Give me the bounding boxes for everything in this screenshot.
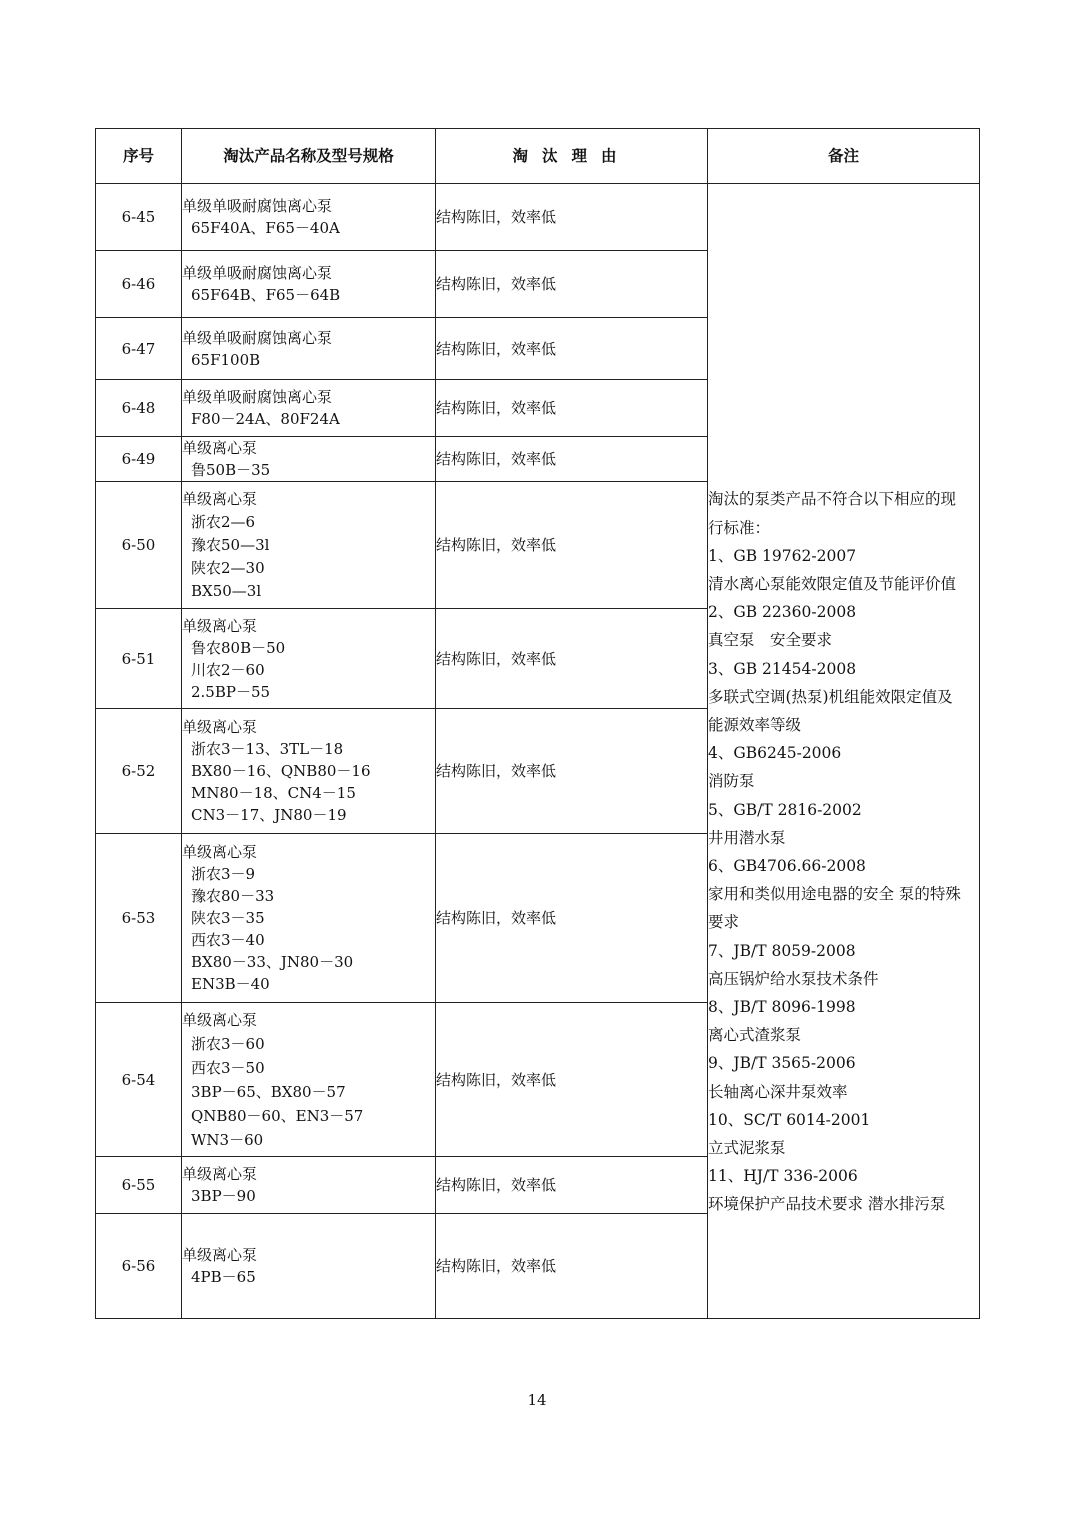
remark-line: 多联式空调(热泵)机组能效限定值及 (708, 687, 953, 706)
row-number: 6-54 (96, 1003, 182, 1157)
remarks-cell (708, 184, 980, 1319)
product-model: 陕农2—30 (191, 558, 265, 577)
elimination-reason: 结构陈旧，效率低 (436, 251, 708, 318)
elimination-reason: 结构陈旧，效率低 (436, 380, 708, 437)
product-name-cell (182, 482, 436, 609)
remark-line: 长轴离心深井泵效率 (708, 1082, 848, 1101)
product-name-cell (182, 437, 436, 482)
remark-line: 离心式渣浆泵 (708, 1026, 802, 1045)
remark-line: 行标准： (708, 518, 771, 537)
product-model: 3BP－90 (191, 1187, 256, 1205)
product-name: 单级离心泵 (182, 489, 258, 508)
product-model: 65F100B (191, 350, 261, 369)
product-name: 单级离心泵 (182, 843, 258, 861)
remark-line: 淘汰的泵类产品不符合以下相应的现 (708, 490, 957, 509)
product-model: 鲁农80B－50 (191, 638, 286, 657)
product-model: 4PB－65 (191, 1268, 256, 1286)
product-name: 单级离心泵 (182, 616, 258, 635)
remark-line: 6、GB4706.66-2008 (708, 857, 866, 875)
product-name-cell (182, 1214, 436, 1319)
table-header-row (96, 129, 980, 184)
page-number: 14 (527, 1391, 547, 1409)
product-model: WN3－60 (191, 1130, 264, 1149)
product-model: CN3－17、JN80－19 (191, 806, 347, 824)
remark-line: 5、GB/T 2816-2002 (708, 800, 862, 819)
remark-line: 消防泵 (708, 772, 755, 791)
remark-line: 1、GB 19762-2007 (708, 546, 857, 565)
remark-line: 4、GB6245-2006 (708, 744, 842, 763)
elimination-reason: 结构陈旧，效率低 (436, 318, 708, 380)
product-name-cell (182, 318, 436, 380)
product-model: 川农2－60 (191, 660, 265, 679)
remark-line: 清水离心泵能效限定值及节能评价值 (708, 574, 957, 593)
product-model: 鲁50B－35 (191, 461, 271, 479)
header-elimination-reason: 淘汰理由 (436, 129, 708, 184)
row-number: 6-51 (96, 609, 182, 709)
remark-line: 要求 (708, 913, 740, 932)
product-model: EN3B－40 (191, 975, 270, 993)
product-name: 单级单吸耐腐蚀离心泵 (182, 197, 333, 215)
header-product-name: 淘汰产品名称及型号规格 (182, 129, 436, 184)
row-number: 6-53 (96, 834, 182, 1003)
remark-line: 3、GB 21454-2008 (708, 659, 857, 678)
row-number: 6-45 (96, 184, 182, 251)
product-model: 浙农3－13、3TL－18 (191, 740, 344, 758)
remark-line: 9、JB/T 3565-2006 (708, 1054, 856, 1073)
remark-line: 10、SC/T 6014-2001 (708, 1110, 871, 1129)
row-number: 6-47 (96, 318, 182, 380)
elimination-reason: 结构陈旧，效率低 (436, 834, 708, 1003)
elimination-reason: 结构陈旧，效率低 (436, 184, 708, 251)
eliminated-products-table (95, 128, 980, 1319)
product-model: 65F40A、F65－40A (191, 219, 340, 237)
product-model: BX80－33、JN80－30 (191, 953, 354, 971)
product-model: 65F64B、F65－64B (191, 286, 341, 304)
product-model: 浙农3－9 (191, 865, 256, 883)
remark-line: 7、JB/T 8059-2008 (708, 941, 856, 960)
product-model: QNB80－60、EN3－57 (191, 1106, 364, 1125)
remark-line: 家用和类似用途电器的安全 泵的特殊 (708, 885, 961, 904)
product-model: 西农3－50 (191, 1058, 265, 1077)
product-name: 单级单吸耐腐蚀离心泵 (182, 328, 333, 347)
product-name: 单级离心泵 (182, 1010, 258, 1029)
product-model: 陕农3－35 (191, 909, 265, 927)
row-number: 6-50 (96, 482, 182, 609)
product-model: 豫农80－33 (191, 887, 275, 905)
product-name-cell (182, 834, 436, 1003)
remark-line: 井用潜水泵 (708, 828, 786, 847)
product-name-cell (182, 251, 436, 318)
remark-line: 立式泥浆泵 (708, 1139, 786, 1158)
elimination-reason: 结构陈旧，效率低 (436, 1157, 708, 1214)
product-name: 单级离心泵 (182, 439, 258, 457)
remark-line: 8、JB/T 8096-1998 (708, 998, 856, 1017)
product-name-cell (182, 709, 436, 834)
product-model: F80－24A、80F24A (191, 410, 340, 428)
product-name-cell (182, 1003, 436, 1157)
remark-line: 能源效率等级 (708, 715, 802, 734)
product-name: 单级离心泵 (182, 718, 258, 736)
product-name: 单级单吸耐腐蚀离心泵 (182, 264, 333, 282)
remark-line: 环境保护产品技术要求 潜水排污泵 (708, 1195, 946, 1214)
product-model: 浙农3－60 (191, 1034, 265, 1053)
product-model: 3BP－65、BX80－57 (191, 1082, 346, 1101)
row-number: 6-52 (96, 709, 182, 834)
product-model: 西农3－40 (191, 931, 265, 949)
product-name: 单级离心泵 (182, 1246, 258, 1264)
product-name-cell (182, 609, 436, 709)
row-number: 6-48 (96, 380, 182, 437)
row-number: 6-56 (96, 1214, 182, 1319)
product-model: BX80－16、QNB80－16 (191, 762, 371, 780)
product-model: 2.5BP－55 (191, 682, 271, 701)
product-name-cell (182, 380, 436, 437)
elimination-reason: 结构陈旧，效率低 (436, 482, 708, 609)
product-name: 单级离心泵 (182, 1165, 258, 1183)
remark-line: 高压锅炉给水泵技术条件 (708, 969, 879, 988)
header-remarks: 备注 (708, 129, 980, 184)
header-serial-number: 序号 (96, 129, 182, 184)
elimination-reason: 结构陈旧，效率低 (436, 709, 708, 834)
product-name-cell (182, 184, 436, 251)
elimination-reason: 结构陈旧，效率低 (436, 437, 708, 482)
product-model: 浙农2—6 (191, 512, 256, 531)
product-model: 豫农50—3l (191, 535, 270, 554)
elimination-reason: 结构陈旧，效率低 (436, 1214, 708, 1319)
row-number: 6-55 (96, 1157, 182, 1214)
row-number: 6-46 (96, 251, 182, 318)
remark-line: 11、HJ/T 336-2006 (708, 1167, 858, 1186)
product-model: BX50—3l (191, 581, 262, 600)
remark-line: 真空泵 安全要求 (708, 631, 833, 650)
elimination-reason: 结构陈旧，效率低 (436, 1003, 708, 1157)
row-number: 6-49 (96, 437, 182, 482)
product-name-cell (182, 1157, 436, 1214)
remark-line: 2、GB 22360-2008 (708, 603, 857, 622)
elimination-reason: 结构陈旧，效率低 (436, 609, 708, 709)
product-model: MN80－18、CN4－15 (191, 784, 356, 802)
table-row (96, 184, 980, 251)
product-name: 单级单吸耐腐蚀离心泵 (182, 388, 333, 406)
